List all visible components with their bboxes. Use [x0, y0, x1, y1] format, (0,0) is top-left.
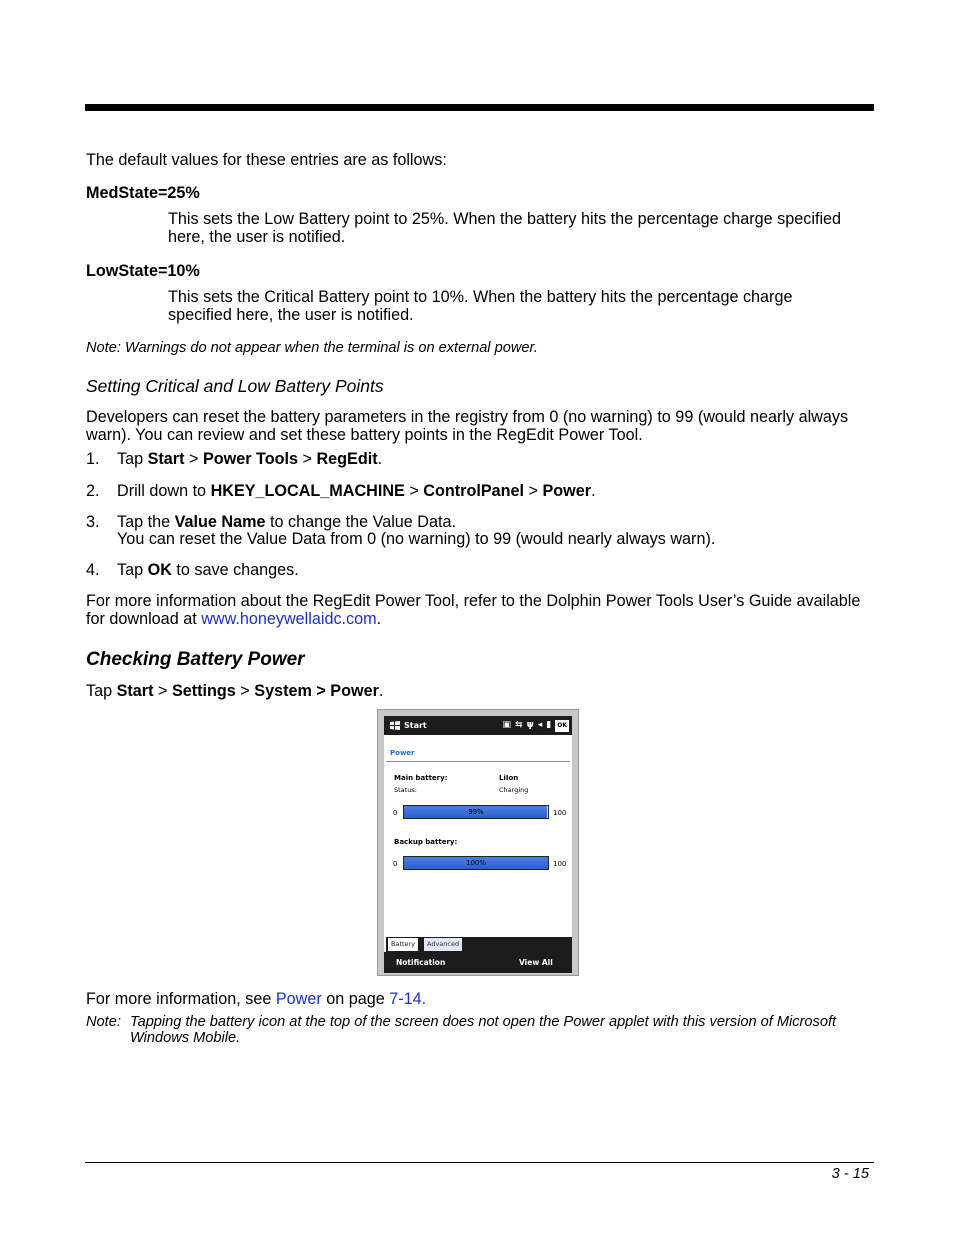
entry-desc-medstate: This sets the Low Battery point to 25%. When the battery hits the percentage charge specified here, the user is notified. — [168, 210, 842, 246]
tap-end: . — [378, 682, 384, 700]
backup-bar-max: 100 — [553, 860, 567, 868]
entry-term-medstate: MedState=25% — [86, 184, 200, 202]
step-text: Drill down to — [117, 482, 211, 500]
more-info-text: For more information about the RegEdit Power Tool, refer to the Dolphin Power Tools User’s Guide available for download at — [86, 592, 861, 628]
main-bar-max: 100 — [553, 809, 567, 817]
volume-icon[interactable]: ◂ — [537, 720, 543, 730]
main-bar-min: 0 — [393, 809, 398, 817]
step-text: to save changes. — [171, 561, 299, 579]
step-bold-value-name: Value Name — [174, 513, 266, 531]
intro-text: The default values for these entries are as follows: — [86, 151, 447, 169]
page-header: Power — [390, 749, 415, 757]
step-1 — [86, 450, 382, 468]
view-all-softkey[interactable]: View All — [519, 958, 553, 967]
step-separator: > — [524, 482, 543, 500]
step-bold-power-tools: Power Tools — [202, 450, 298, 468]
page-number: 3 - 15 — [831, 1166, 869, 1182]
section-title-checking-battery: Checking Battery Power — [86, 649, 305, 670]
tab-strip — [386, 937, 572, 952]
device-screen — [384, 716, 572, 973]
status-icons — [503, 720, 569, 732]
tap-text: Tap — [86, 682, 117, 700]
note-text: Warnings do not appear when the terminal is on external power. — [124, 340, 538, 356]
step-text: Tap the — [117, 513, 175, 531]
step-bold-hklm: HKEY_LOCAL_MACHINE — [210, 482, 405, 500]
device-title-bar — [384, 716, 572, 735]
power-link[interactable]: Power — [275, 990, 322, 1008]
main-battery-bar — [403, 805, 549, 819]
step-bold-regedit: RegEdit — [316, 450, 378, 468]
tap-bold-settings: Settings — [171, 682, 236, 700]
battery-icon[interactable]: ▮ — [546, 720, 552, 730]
step-number: 4. — [86, 561, 100, 579]
more-info-end: . — [376, 610, 382, 628]
step-text: Tap — [117, 450, 148, 468]
step-number: 2. — [86, 482, 100, 500]
step-separator: > — [184, 450, 203, 468]
step-bold-start: Start — [147, 450, 185, 468]
status-label: Status: — [394, 786, 417, 794]
backup-battery-percent: 100% — [465, 859, 486, 867]
step-number: 1. — [86, 450, 100, 468]
step-2 — [86, 482, 596, 500]
step-bold-controlpanel: ControlPanel — [423, 482, 525, 500]
start-menu-label[interactable]: Start — [404, 721, 427, 730]
step-bold-ok: OK — [147, 561, 172, 579]
step-separator: > — [404, 482, 424, 500]
step-text: to change the Value Data. — [265, 513, 456, 531]
main-battery-percent: 99% — [468, 808, 484, 816]
tap-bold-system-power: System > Power — [254, 682, 379, 700]
tap-separator: > — [153, 682, 172, 700]
step-end: . — [591, 482, 596, 500]
step-text: Tap — [117, 561, 148, 579]
backup-bar-min: 0 — [393, 860, 398, 868]
ok-button[interactable]: OK — [555, 720, 569, 732]
main-battery-type: LiIon — [499, 774, 519, 782]
entry-desc-lowstate: This sets the Critical Battery point to 10%. When the battery hits the percentage charge specified here, the user is notified. — [168, 288, 793, 324]
windows-logo-icon[interactable] — [390, 721, 400, 730]
more-info-power — [86, 990, 426, 1008]
power-applet-screenshot — [377, 709, 579, 976]
tap-separator: > — [235, 682, 255, 700]
note-2 — [86, 1014, 876, 1046]
honeywell-link[interactable]: www.honeywellaidc.com — [201, 610, 377, 628]
note-label: Note: — [86, 1014, 121, 1030]
step-end: . — [377, 450, 383, 468]
more-info-end: . — [421, 990, 427, 1008]
backup-battery-label: Backup battery: — [394, 838, 458, 846]
footer-rule — [85, 1162, 874, 1163]
backup-battery-bar — [403, 856, 549, 870]
step-separator: > — [298, 450, 317, 468]
signal-off-icon[interactable]: ψ — [526, 720, 534, 730]
connectivity-icon[interactable]: ⇆ — [515, 720, 523, 730]
step-bold-power: Power — [542, 482, 592, 500]
note-1 — [86, 340, 538, 356]
tab-battery[interactable]: Battery — [388, 938, 418, 951]
tab-advanced[interactable]: Advanced — [424, 938, 462, 951]
section-title-critical-low: Setting Critical and Low Battery Points — [86, 376, 384, 396]
note-label: Note: — [86, 340, 121, 356]
header-rule — [85, 104, 874, 111]
notification-softkey[interactable]: Notification — [396, 958, 446, 967]
step-number: 3. — [86, 513, 100, 531]
step-3-line2: You can reset the Value Data from 0 (no warning) to 99 (would nearly always warn). — [117, 530, 716, 548]
tap-bold-start: Start — [116, 682, 154, 700]
keyboard-icon[interactable]: ▣ — [502, 720, 512, 730]
more-info-regedit — [86, 592, 866, 628]
more-info-text: For more information, see — [86, 990, 276, 1008]
step-3 — [86, 513, 456, 531]
page-7-14-link[interactable]: 7-14 — [389, 990, 422, 1008]
note-text: Tapping the battery icon at the top of the screen does not open the Power applet with this version of Microsoft Windows Mobile. — [130, 1014, 837, 1046]
header-divider — [386, 761, 570, 762]
status-value: Charging — [499, 786, 529, 794]
entry-term-lowstate: LowState=10% — [86, 262, 200, 280]
main-battery-label: Main battery: — [394, 774, 448, 782]
step-4 — [86, 561, 299, 579]
section1-paragraph: Developers can reset the battery parameters in the registry from 0 (no warning) to 99 (would nearly always warn). You can review and set these battery points in the RegEdit Power Tool. — [86, 408, 849, 444]
soft-key-bar — [384, 952, 572, 973]
tap-path — [86, 682, 383, 700]
more-info-text: on page — [321, 990, 390, 1008]
